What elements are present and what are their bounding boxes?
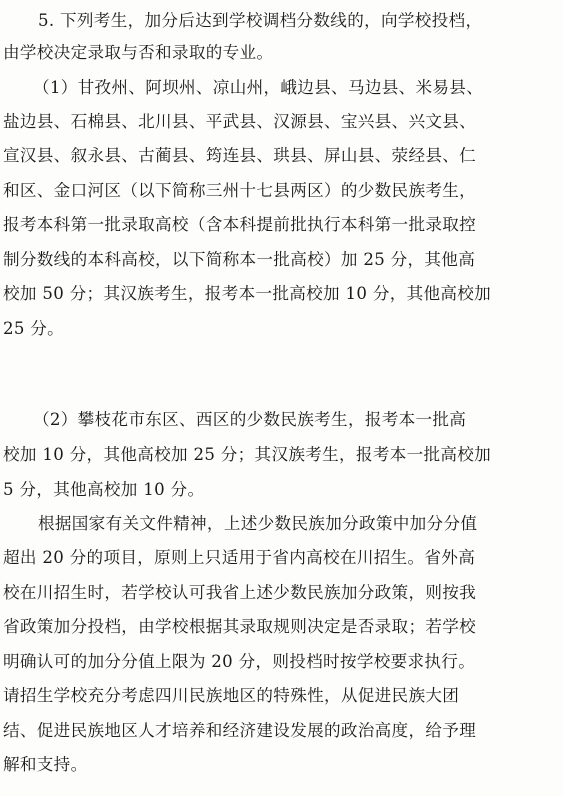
text-line: [0, 38, 563, 68]
line-text: 和区、金口河区（以下简称三州十七县两区）的少数民族考生，: [3, 181, 477, 200]
text-line: [0, 681, 563, 711]
line-text: 宣汉县、叙永县、古蔺县、筠连县、珙县、屏山县、荥经县、仁: [3, 146, 477, 165]
line-text: 报考本科第一批录取高校（含本科提前批执行本科第一批录取控: [3, 215, 477, 234]
text-line: [0, 210, 563, 240]
text-line: [0, 176, 563, 206]
line-text: （2）攀枝花市东区、西区的少数民族考生，报考本一批高: [33, 410, 467, 429]
line-text: 制分数线的本科高校，以下简称本一批高校）加 25 分，其他高: [3, 250, 476, 269]
text-line: [0, 716, 563, 746]
text-line: [0, 543, 563, 573]
line-text: 明确认可的加分分值上限为 20 分，则投档时按学校要求执行。: [3, 652, 476, 671]
text-line: [0, 314, 563, 344]
text-line: [0, 440, 563, 470]
line-text: 解和支持。: [3, 755, 88, 774]
text-line: [0, 279, 563, 309]
line-text: （1）甘孜州、阿坝州、凉山州，峨边县、马边县、米易县、: [33, 78, 484, 97]
line-text: 结、促进民族地区人才培养和经济建设发展的政治高度，给予理: [3, 721, 477, 740]
line-text: 校在川招生时，若学校认可我省上述少数民族加分政策，则按我: [3, 583, 477, 602]
text-line: [0, 509, 563, 539]
line-text: 盐边县、石棉县、北川县、平武县、汉源县、宝兴县、兴文县、: [3, 112, 477, 131]
text-line: [0, 141, 563, 171]
text-line: [0, 647, 563, 677]
text-line: [0, 107, 563, 137]
text-line: [0, 73, 563, 103]
line-text: 5. 下列考生，加分后达到学校调档分数线的，向学校投档，: [38, 11, 483, 30]
text-line: [0, 6, 563, 36]
line-text: 根据国家有关文件精神，上述少数民族加分政策中加分分值: [38, 514, 478, 533]
text-line: [0, 405, 563, 435]
line-text: 由学校决定录取与否和录取的专业。: [3, 43, 274, 62]
text-line: [0, 578, 563, 608]
text-line: [0, 612, 563, 642]
line-text: 校加 10 分，其他高校加 25 分；其汉族考生，报考本一批高校加: [3, 445, 492, 464]
text-line: [0, 475, 563, 505]
line-text: 5 分，其他高校加 10 分。: [3, 480, 205, 499]
line-text: 超出 20 分的项目，原则上只适用于省内高校在川招生。省外高: [3, 548, 476, 567]
text-line: [0, 750, 563, 780]
line-text: 校加 50 分；其汉族考生，报考本一批高校加 10 分，其他高校加: [3, 284, 492, 303]
line-text: 25 分。: [3, 319, 65, 338]
line-text: 省政策加分投档，由学校根据其录取规则决定是否录取；若学校: [3, 617, 477, 636]
line-text: 请招生学校充分考虑四川民族地区的特殊性，从促进民族大团: [3, 686, 460, 705]
text-line: [0, 245, 563, 275]
